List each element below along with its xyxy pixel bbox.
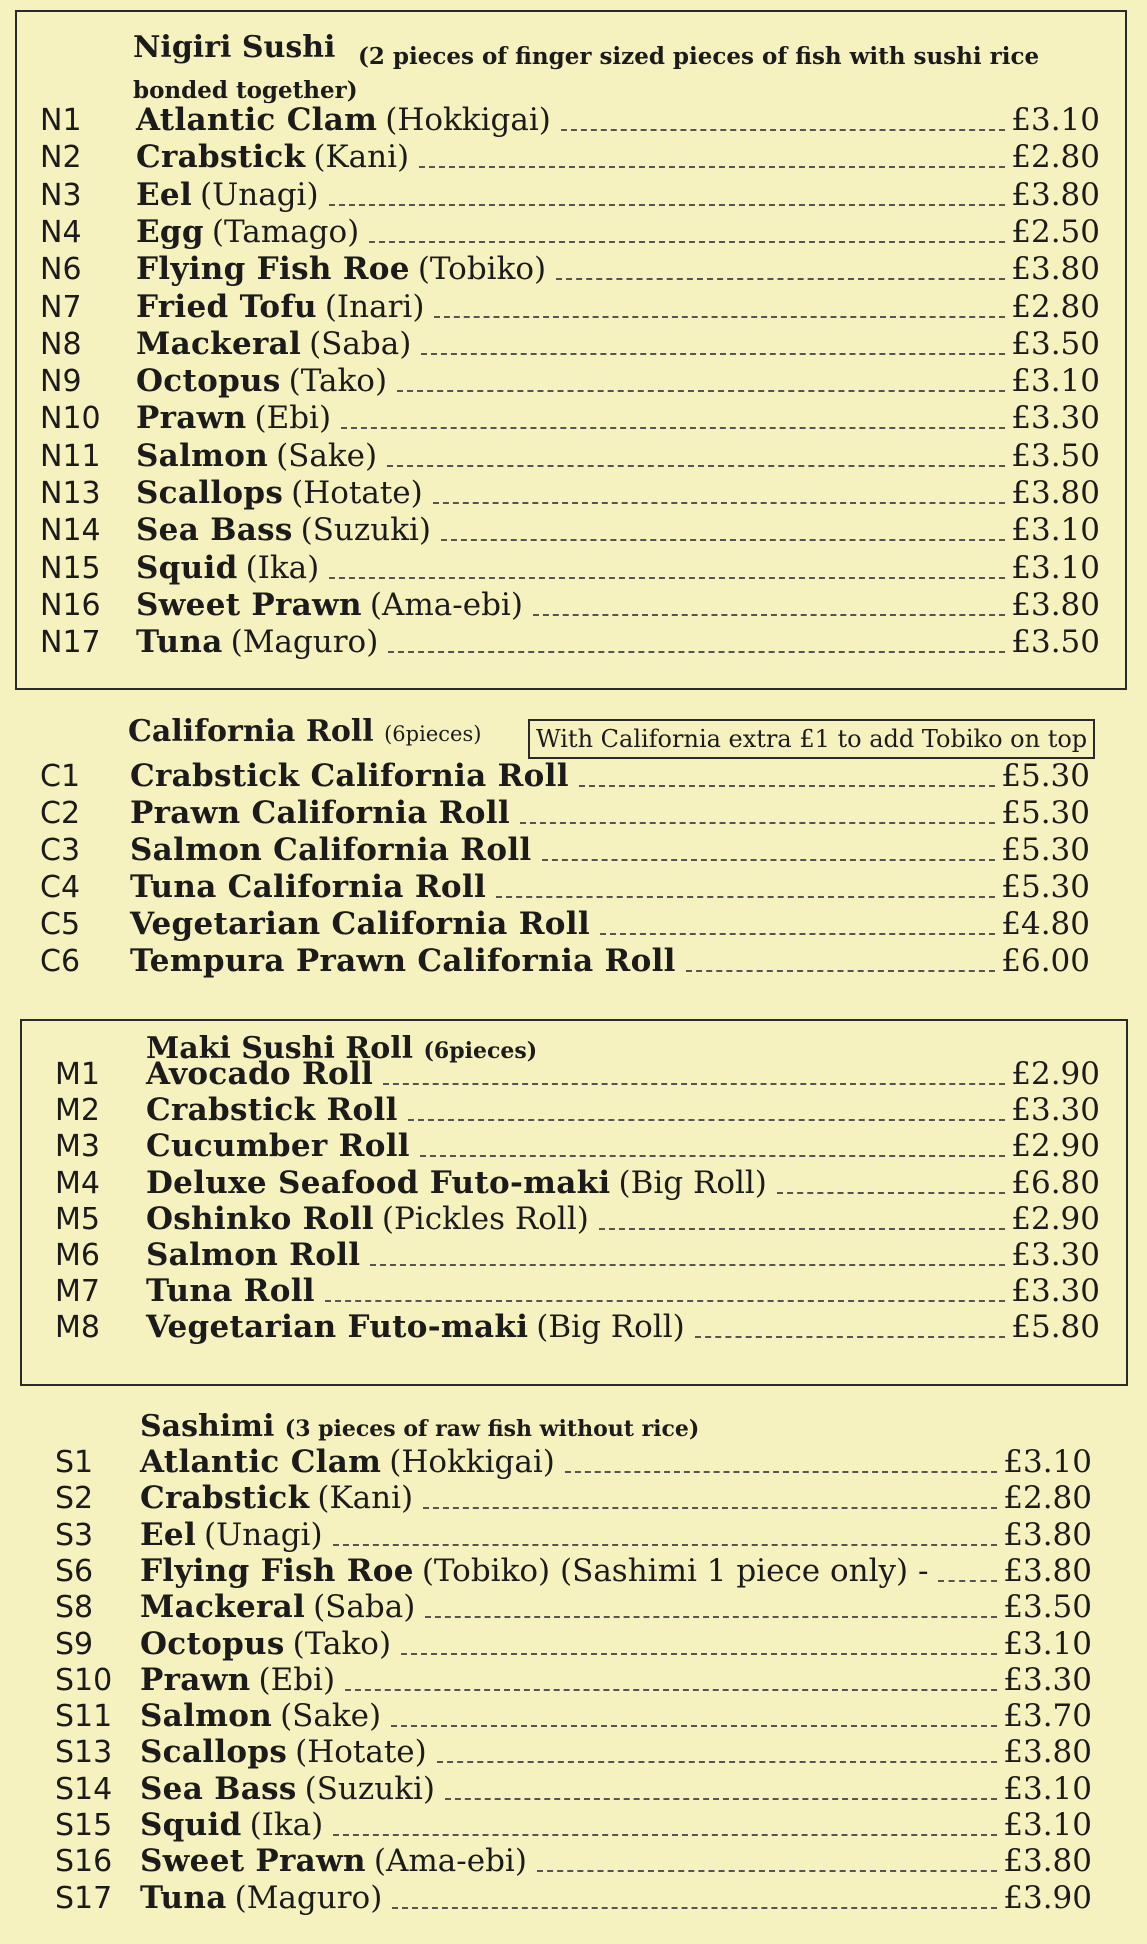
sashimi-item xyxy=(0,1807,1147,1844)
nigiri-note: (2 pieces of finger sized pieces of fish with sushi rice bonded together) xyxy=(133,43,1040,104)
item-name: Mackeral xyxy=(136,325,302,362)
item-code: S2 xyxy=(55,1481,94,1517)
dotted-leader xyxy=(392,1907,997,1909)
sashimi-item xyxy=(0,1589,1147,1626)
item-line xyxy=(146,1237,1100,1274)
item-price: £6.80 xyxy=(1011,1164,1100,1201)
item-code: C1 xyxy=(40,759,81,794)
item-line xyxy=(136,363,1100,400)
item-price: £3.50 xyxy=(1011,437,1100,474)
nigiri-item xyxy=(0,177,1147,214)
item-name: Octopus xyxy=(140,1625,285,1662)
item-line xyxy=(140,1589,1092,1626)
item-line xyxy=(140,1480,1092,1517)
item-name: Eel xyxy=(136,176,193,213)
item-subtitle: (Pickles Roll) xyxy=(381,1200,589,1237)
item-name: Flying Fish Roe xyxy=(140,1552,414,1589)
dotted-leader xyxy=(496,896,995,898)
item-line xyxy=(140,1553,1092,1590)
item-code: C4 xyxy=(40,870,81,905)
item-price: £3.90 xyxy=(1003,1879,1092,1916)
item-line xyxy=(136,550,1100,587)
item-code: S8 xyxy=(55,1590,94,1626)
item-subtitle: (Suzuki) xyxy=(300,512,431,549)
maki-item xyxy=(0,1273,1147,1310)
item-subtitle: (Tobiko) (Sashimi 1 piece only) - xyxy=(421,1552,929,1589)
dotted-leader xyxy=(542,859,996,861)
dotted-leader xyxy=(401,1653,997,1655)
dotted-leader xyxy=(425,1616,997,1618)
item-subtitle: (Maguro) xyxy=(234,1879,383,1916)
item-subtitle: (Tako) xyxy=(288,363,388,400)
item-name: Salmon Roll xyxy=(146,1237,361,1273)
item-price: £3.10 xyxy=(1003,1770,1092,1807)
item-code: N11 xyxy=(40,438,101,474)
item-subtitle: (Ika) xyxy=(245,549,320,586)
nigiri-item xyxy=(0,102,1147,139)
item-subtitle: (Hotate) xyxy=(295,1734,427,1771)
item-name: Salmon California Roll xyxy=(130,832,532,868)
item-name: Oshinko Roll xyxy=(146,1200,374,1237)
item-line xyxy=(136,289,1100,326)
california-heading xyxy=(128,714,481,749)
item-name: Salmon xyxy=(140,1698,273,1735)
item-code: N8 xyxy=(40,326,82,362)
item-price: £5.30 xyxy=(1001,758,1090,794)
item-price: £3.80 xyxy=(1011,176,1100,213)
dotted-leader xyxy=(533,614,1005,616)
dotted-leader xyxy=(565,1471,997,1473)
item-code: S14 xyxy=(55,1771,113,1807)
item-price: £5.30 xyxy=(1001,795,1090,831)
item-line xyxy=(136,512,1100,549)
item-price: £3.50 xyxy=(1011,624,1100,661)
item-name: Crabstick xyxy=(136,139,306,176)
dotted-leader xyxy=(341,427,1005,429)
nigiri-item xyxy=(0,363,1147,400)
item-line xyxy=(140,1444,1092,1481)
sashimi-heading xyxy=(140,1409,699,1444)
item-price: £3.30 xyxy=(1003,1661,1092,1698)
item-code: N4 xyxy=(40,214,82,250)
item-line xyxy=(130,758,1090,795)
dotted-leader xyxy=(420,1155,1005,1157)
item-price: £5.30 xyxy=(1001,832,1090,868)
item-subtitle: (Ebi) xyxy=(258,1661,336,1698)
california-item xyxy=(0,943,1147,980)
item-name: Sweet Prawn xyxy=(140,1843,366,1880)
sashimi-title: Sashimi xyxy=(140,1409,275,1444)
nigiri-item xyxy=(0,139,1147,176)
item-subtitle: (Ama-ebi) xyxy=(373,1843,527,1880)
dotted-leader xyxy=(397,390,1005,392)
item-name: Scallops xyxy=(140,1734,288,1771)
item-line xyxy=(130,906,1090,943)
item-code: C2 xyxy=(40,796,81,831)
maki-title: Maki Sushi Roll xyxy=(146,1031,414,1066)
sashimi-item xyxy=(0,1480,1147,1517)
item-line xyxy=(140,1517,1092,1554)
item-line xyxy=(140,1880,1092,1917)
maki-item xyxy=(0,1092,1147,1129)
sashimi-item xyxy=(0,1553,1147,1590)
item-code: S17 xyxy=(55,1880,113,1916)
item-line xyxy=(146,1201,1100,1238)
item-name: Prawn xyxy=(140,1661,251,1698)
item-subtitle: (Ama-ebi) xyxy=(369,586,523,623)
item-name: Mackeral xyxy=(140,1589,306,1626)
item-name: Tuna xyxy=(136,624,223,661)
california-note: (6pieces) xyxy=(384,722,482,746)
dotted-leader xyxy=(333,1834,997,1836)
dotted-leader xyxy=(421,353,1005,355)
dotted-leader xyxy=(419,166,1005,168)
dotted-leader xyxy=(423,1507,997,1509)
item-price: £2.50 xyxy=(1011,213,1100,250)
item-code: N3 xyxy=(40,177,82,213)
item-name: Tuna California Roll xyxy=(130,869,487,905)
california-item xyxy=(0,869,1147,906)
item-line xyxy=(136,624,1100,661)
item-price: £3.80 xyxy=(1003,1734,1092,1771)
item-price: £4.80 xyxy=(1001,906,1090,942)
item-name: Prawn California Roll xyxy=(130,795,510,831)
item-price: £3.70 xyxy=(1003,1698,1092,1735)
item-price: £3.50 xyxy=(1003,1589,1092,1626)
item-subtitle: (Ika) xyxy=(249,1807,324,1843)
item-code: M7 xyxy=(55,1274,100,1310)
item-code: N2 xyxy=(40,140,82,176)
item-line xyxy=(136,139,1100,176)
sashimi-item xyxy=(0,1662,1147,1699)
item-price: £3.10 xyxy=(1003,1625,1092,1662)
nigiri-item xyxy=(0,214,1147,251)
item-code: N1 xyxy=(40,103,82,138)
item-name: Flying Fish Roe xyxy=(136,251,410,288)
item-line xyxy=(140,1807,1092,1844)
sashimi-note: (3 pieces of raw fish without rice) xyxy=(284,1416,700,1442)
item-code: C5 xyxy=(40,907,81,942)
item-price: £5.30 xyxy=(1001,869,1090,905)
item-price: £3.30 xyxy=(1011,1273,1100,1310)
item-subtitle: (Sake) xyxy=(276,437,378,474)
item-subtitle: (Unagi) xyxy=(200,176,319,213)
dotted-leader xyxy=(391,1725,997,1727)
item-line xyxy=(136,438,1100,475)
nigiri-item xyxy=(0,587,1147,624)
item-name: Cucumber Roll xyxy=(146,1128,410,1165)
dotted-leader xyxy=(537,1870,997,1872)
item-code: M3 xyxy=(55,1129,100,1165)
dotted-leader xyxy=(777,1192,1005,1194)
item-price: £2.80 xyxy=(1011,139,1100,176)
sashimi-item xyxy=(0,1444,1147,1481)
item-price: £2.90 xyxy=(1011,1056,1100,1092)
item-name: Scallops xyxy=(136,475,284,511)
dotted-leader xyxy=(408,1119,1006,1121)
item-code: N15 xyxy=(40,550,101,586)
item-name: Fried Tofu xyxy=(136,288,317,325)
nigiri-item xyxy=(0,624,1147,661)
dotted-leader xyxy=(433,502,1006,504)
dotted-leader xyxy=(370,1264,1005,1266)
item-price: £3.30 xyxy=(1011,400,1100,437)
dotted-leader xyxy=(329,577,1005,579)
item-line xyxy=(146,1092,1100,1129)
item-name: Tuna Roll xyxy=(146,1273,315,1310)
sashimi-item xyxy=(0,1517,1147,1554)
item-name: Vegetarian California Roll xyxy=(130,906,590,942)
item-line xyxy=(130,795,1090,832)
item-code: S6 xyxy=(55,1553,94,1589)
maki-item xyxy=(0,1128,1147,1165)
dotted-leader xyxy=(369,241,1005,243)
item-code: S10 xyxy=(55,1662,113,1698)
item-code: S15 xyxy=(55,1808,113,1843)
item-name: Sea Bass xyxy=(140,1770,297,1807)
dotted-leader xyxy=(383,1083,1005,1085)
item-code: C6 xyxy=(40,944,81,979)
item-name: Crabstick Roll xyxy=(146,1092,398,1129)
item-name: Atlantic Clam xyxy=(140,1444,382,1480)
item-code: N17 xyxy=(40,625,101,661)
maki-note: (6pieces) xyxy=(423,1038,538,1064)
dotted-leader xyxy=(325,1300,1005,1302)
item-price: £3.10 xyxy=(1003,1807,1092,1843)
item-subtitle: (Tako) xyxy=(292,1625,392,1662)
dotted-leader xyxy=(520,822,995,824)
dotted-leader xyxy=(333,1544,998,1546)
item-code: N14 xyxy=(40,513,101,549)
item-line xyxy=(140,1698,1092,1735)
item-code: N13 xyxy=(40,476,101,511)
item-line xyxy=(140,1626,1092,1663)
item-name: Squid xyxy=(136,549,238,586)
item-code: N9 xyxy=(40,364,82,400)
nigiri-item xyxy=(0,550,1147,587)
nigiri-item xyxy=(0,438,1147,475)
item-line xyxy=(136,475,1100,512)
item-name: Tempura Prawn California Roll xyxy=(130,943,676,979)
item-line xyxy=(130,943,1090,980)
item-price: £3.80 xyxy=(1003,1843,1092,1880)
item-name: Avocado Roll xyxy=(146,1056,374,1092)
item-name: Deluxe Seafood Futo-maki xyxy=(146,1164,611,1201)
item-code: S1 xyxy=(55,1445,94,1480)
item-subtitle: (Saba) xyxy=(313,1589,416,1626)
california-item xyxy=(0,795,1147,832)
item-price: £6.00 xyxy=(1001,943,1090,979)
item-price: £2.90 xyxy=(1011,1128,1100,1165)
nigiri-item xyxy=(0,289,1147,326)
item-line xyxy=(146,1128,1100,1165)
nigiri-item xyxy=(0,326,1147,363)
item-name: Egg xyxy=(136,213,204,250)
dotted-leader xyxy=(387,465,1005,467)
california-extra-note: With California extra £1 to add Tobiko on top xyxy=(528,719,1095,759)
item-name: Sweet Prawn xyxy=(136,586,362,623)
item-code: M6 xyxy=(55,1238,100,1273)
dotted-leader xyxy=(441,539,1005,541)
item-line xyxy=(136,251,1100,288)
item-name: Atlantic Clam xyxy=(136,102,378,138)
item-code: C3 xyxy=(40,833,81,868)
item-line xyxy=(136,326,1100,363)
dotted-leader xyxy=(437,1761,998,1763)
nigiri-item xyxy=(0,512,1147,549)
item-code: N16 xyxy=(40,587,101,623)
item-subtitle: (Tamago) xyxy=(211,213,360,250)
dotted-leader xyxy=(345,1689,997,1691)
item-price: £2.80 xyxy=(1003,1480,1092,1517)
maki-item xyxy=(0,1309,1147,1346)
california-item xyxy=(0,832,1147,869)
item-line xyxy=(136,177,1100,214)
item-line xyxy=(146,1273,1100,1310)
item-line xyxy=(136,400,1100,437)
item-price: £3.80 xyxy=(1003,1516,1092,1553)
item-line xyxy=(130,869,1090,906)
sashimi-item xyxy=(0,1843,1147,1880)
california-item xyxy=(0,906,1147,943)
item-subtitle: (Hokkigai) xyxy=(385,102,551,138)
maki-item xyxy=(0,1165,1147,1202)
item-line xyxy=(136,214,1100,251)
nigiri-item xyxy=(0,251,1147,288)
item-subtitle: (Kani) xyxy=(317,1480,414,1517)
item-code: S16 xyxy=(55,1844,113,1880)
item-line xyxy=(136,587,1100,624)
dotted-leader xyxy=(579,785,995,787)
item-name: Vegetarian Futo-maki xyxy=(146,1309,529,1346)
item-price: £3.10 xyxy=(1011,102,1100,138)
dotted-leader xyxy=(561,129,1005,131)
sashimi-item xyxy=(0,1698,1147,1735)
item-name: Tuna xyxy=(140,1879,227,1916)
item-subtitle: (Ebi) xyxy=(254,400,332,437)
item-price: £3.10 xyxy=(1011,512,1100,549)
item-name: Squid xyxy=(140,1807,242,1843)
item-line xyxy=(140,1734,1092,1771)
item-price: £3.10 xyxy=(1011,549,1100,586)
item-subtitle: (Sake) xyxy=(280,1698,382,1735)
item-name: Eel xyxy=(140,1516,197,1553)
sashimi-item xyxy=(0,1734,1147,1771)
nigiri-title: Nigiri Sushi xyxy=(133,30,336,65)
item-code: N6 xyxy=(40,252,82,288)
dotted-leader xyxy=(600,933,995,935)
item-line xyxy=(146,1309,1100,1346)
dotted-leader xyxy=(686,970,995,972)
item-subtitle: (Suzuki) xyxy=(304,1770,435,1807)
item-code: S11 xyxy=(55,1699,113,1735)
item-price: £5.80 xyxy=(1011,1309,1100,1346)
sashimi-item xyxy=(0,1771,1147,1808)
item-code: S13 xyxy=(55,1735,113,1771)
item-subtitle: (Tobiko) xyxy=(417,251,547,288)
dotted-leader xyxy=(938,1580,997,1582)
item-code: N10 xyxy=(40,401,101,437)
item-name: Prawn xyxy=(136,400,247,437)
item-subtitle: (Kani) xyxy=(313,139,410,176)
nigiri-item xyxy=(0,400,1147,437)
item-price: £3.80 xyxy=(1011,475,1100,511)
item-subtitle: (Hokkigai) xyxy=(389,1444,555,1480)
california-item xyxy=(0,758,1147,795)
item-price: £3.10 xyxy=(1003,1444,1092,1480)
item-name: Sea Bass xyxy=(136,512,293,549)
item-code: M5 xyxy=(55,1201,100,1237)
dotted-leader xyxy=(388,651,1005,653)
maki-item xyxy=(0,1056,1147,1093)
item-price: £2.90 xyxy=(1011,1200,1100,1237)
item-subtitle: (Inari) xyxy=(324,288,425,325)
item-subtitle: (Saba) xyxy=(309,325,412,362)
maki-item xyxy=(0,1237,1147,1274)
california-title: California Roll xyxy=(128,714,374,749)
item-line xyxy=(136,102,1100,139)
item-line xyxy=(140,1771,1092,1808)
item-code: M2 xyxy=(55,1093,100,1129)
dotted-leader xyxy=(434,316,1005,318)
item-subtitle: (Maguro) xyxy=(230,624,379,661)
item-price: £3.80 xyxy=(1011,586,1100,623)
item-price: £3.80 xyxy=(1011,251,1100,288)
item-line xyxy=(146,1165,1100,1202)
item-code: S9 xyxy=(55,1626,94,1662)
item-line xyxy=(140,1843,1092,1880)
item-line xyxy=(146,1056,1100,1093)
nigiri-item xyxy=(0,475,1147,512)
item-code: S3 xyxy=(55,1517,94,1553)
item-price: £2.80 xyxy=(1011,288,1100,325)
item-subtitle: (Unagi) xyxy=(204,1516,323,1553)
item-line xyxy=(130,832,1090,869)
sashimi-item xyxy=(0,1880,1147,1917)
item-price: £3.50 xyxy=(1011,325,1100,362)
item-name: Salmon xyxy=(136,437,269,474)
dotted-leader xyxy=(329,204,1006,206)
item-subtitle: (Big Roll) xyxy=(618,1164,767,1201)
item-code: M1 xyxy=(55,1057,100,1092)
item-name: Crabstick California Roll xyxy=(130,758,569,794)
item-code: N7 xyxy=(40,289,82,325)
item-price: £3.30 xyxy=(1011,1092,1100,1129)
item-line xyxy=(140,1662,1092,1699)
dotted-leader xyxy=(556,278,1005,280)
item-subtitle: (Hotate) xyxy=(291,475,423,511)
item-code: M4 xyxy=(55,1165,100,1201)
item-price: £3.10 xyxy=(1011,363,1100,400)
dotted-leader xyxy=(599,1228,1005,1230)
item-price: £3.30 xyxy=(1011,1237,1100,1273)
item-name: Crabstick xyxy=(140,1480,310,1517)
item-name: Octopus xyxy=(136,363,281,400)
item-price: £3.80 xyxy=(1003,1552,1092,1589)
item-code: M8 xyxy=(55,1310,100,1346)
dotted-leader xyxy=(445,1798,997,1800)
maki-item xyxy=(0,1201,1147,1238)
dotted-leader xyxy=(695,1336,1006,1338)
sashimi-item xyxy=(0,1626,1147,1663)
item-subtitle: (Big Roll) xyxy=(536,1309,685,1346)
